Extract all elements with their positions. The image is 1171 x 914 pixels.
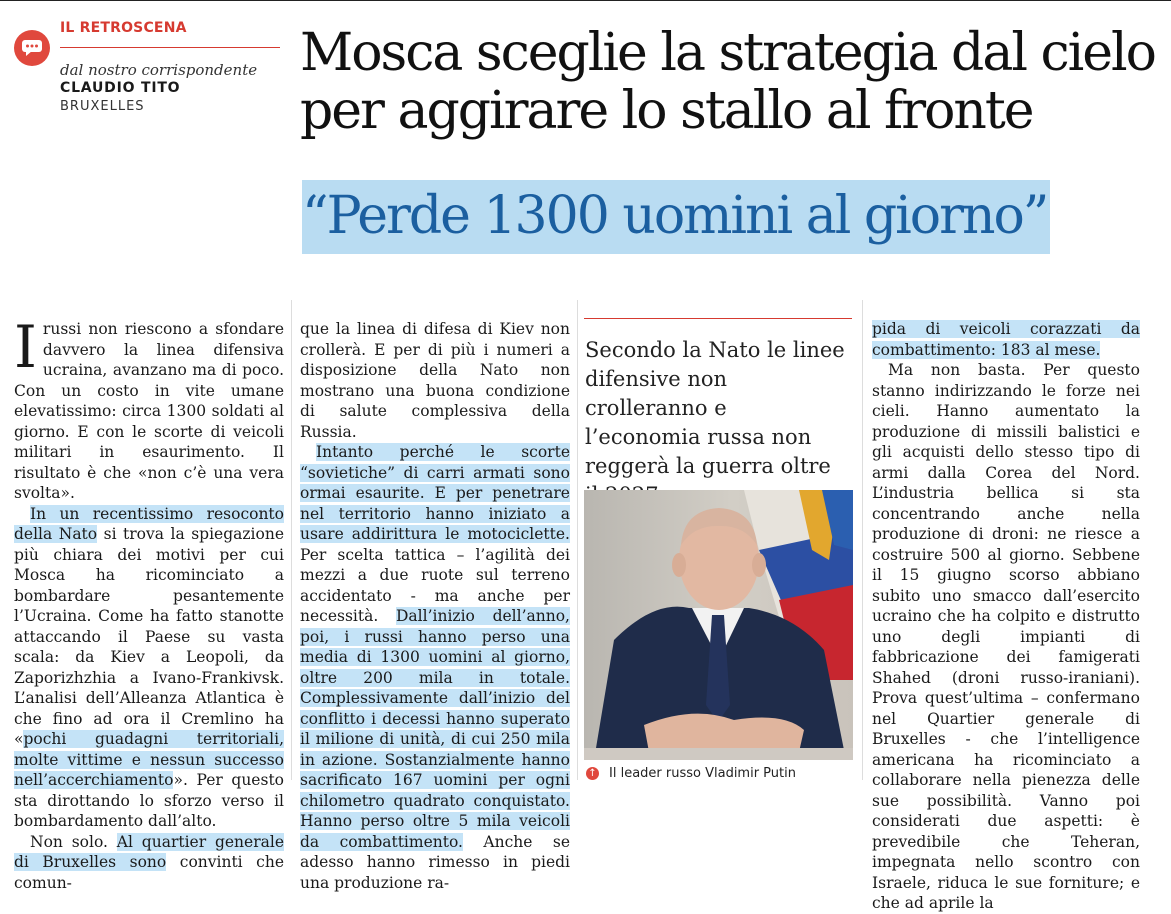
headline-quote: “Perde 1300 uomini al giorno” <box>302 186 1048 246</box>
highlighted-text: Dall’inizio dell’anno, poi, i russi hanno perso una media di 1300 uomini al giorno, oltre 200 mila in totale. Complessivamente dall’inizio del conflitto i decessi hanno superato il milione di unità, di cui 250 mila in azione. Sostanzialmente hanno sacrificato 167 uomini per ogni chilometro quadrato conquistato. Hanno perso oltre 5 mila veicoli da combattimento. <box>300 607 570 851</box>
highlighted-text: pochi guadagni territoriali, molte vittime e nessun successo nell’accerchiamento <box>14 730 284 789</box>
paragraph-text: Non solo. <box>30 832 117 851</box>
highlighted-text: In un recentissimo resoconto della Nato <box>14 504 284 543</box>
pullquote-rule <box>584 318 852 319</box>
column-divider <box>577 300 578 780</box>
rubric-divider <box>60 47 280 48</box>
byline-city: BRUXELLES <box>60 99 145 114</box>
paragraph <box>300 442 570 893</box>
top-rule <box>0 0 1171 1</box>
caption-text: Il leader russo Vladimir Putin <box>609 766 796 781</box>
paragraph <box>14 504 284 832</box>
paragraph-text: convinti che comun- <box>14 853 284 892</box>
paragraph <box>14 313 284 504</box>
byline-intro: dal nostro corrispondente <box>60 61 258 79</box>
drop-cap: I <box>14 313 37 381</box>
paragraph-text: Per scelta tattica – l’agilità dei mezzi a due ruote sul terreno accidentato - ma anche per necessità. <box>300 545 570 625</box>
headline-line-1: Mosca sceglie la strategia dal cielo <box>300 23 1155 83</box>
photo-putin <box>584 490 853 760</box>
arrow-up-icon: ↑ <box>586 767 599 780</box>
headline-line-2: per aggirare lo stallo al fronte <box>300 81 1033 141</box>
article-column-4 <box>872 319 1140 914</box>
paragraph-text: Ma non basta. Per questo stanno indirizzando le forze nei cieli. Hanno aumentato la produzione di missili balistici e gli acquisti dello stesso tipo di armi dalla Corea del Nord. L’industria bellica si sta concentrando anche nella produzione di droni: ne riesce a costruire 500 al giorno. Sebbene il 15 giugno scorso abbiano subito uno smacco dall’esercito ucraino che ha colpito e distrutto uno degli impianti di fabbricazione dei famigerati Shahed (droni russo-iraniani). Prova quest’ultima – confermano nel Quartier generale di Bruxelles - che l’intelligence americana ha ricominciato a collaborare nella pienezza delle sue possibilità. Vanno poi considerati due aspetti: è prevedibile che Teheran, impegnata nello scontro con Israele, riduca le sue forniture; e che ad aprile la <box>872 361 1140 912</box>
paragraph-text: ». Per questo sta dirottando lo sforzo verso il bombardamento dall’alto. <box>14 771 284 830</box>
paragraph-text: russi non riescono a sfondare davvero la linea difensiva ucraina, avanzano ma di poco. Con un costo in vite umane elevatissimo: circa 1300 soldati al giorno. E con le scorte di veicoli militari in esaurimento. Il risultato è che «non c’è una vera svolta». <box>14 320 284 502</box>
paragraph-text: si trova la spiegazione più chiara dei motivi per cui Mosca ha ricominciato a bombardare pesantemente l’Ucraina. Come ha fatto stanotte attaccando il Paese su vasta scala: da Kiev a Leopoli, da Zaporizhzhia a Ivano-Frankivsk. L’analisi dell’Alleanza Atlantica è che fino ad ora il Cremlino ha « <box>14 525 284 748</box>
paragraph-text: Anche se adesso hanno rimesso in piedi una produzione ra- <box>300 832 570 892</box>
column-divider <box>862 300 863 780</box>
paragraph <box>14 832 284 894</box>
photo-caption <box>586 766 796 781</box>
article-column-2 <box>300 319 570 893</box>
paragraph <box>872 319 1140 360</box>
byline-author: CLAUDIO TITO <box>60 80 181 96</box>
headline <box>300 24 1160 140</box>
speech-bubble-icon <box>14 30 50 66</box>
rubric-label: IL RETROSCENA <box>60 20 187 36</box>
highlighted-text: pida di veicoli corazzati da combattimento: 183 al mese. <box>872 320 1140 359</box>
pullquote: Secondo la Nato le linee difensive non crolleranno e l’economia russa non reggerà la guerra oltre <box>585 338 845 478</box>
highlighted-text: Al quartier generale di Bruxelles sono <box>14 832 284 871</box>
highlighted-text: Intanto perché le scorte “sovietiche” di carri armati sono ormai esaurite. E per penetrare nel territorio hanno iniziato a usare addirittura le motociclette. <box>300 443 570 543</box>
portrait-illustration <box>584 490 853 760</box>
paragraph <box>300 319 570 442</box>
paragraph <box>872 360 1140 914</box>
paragraph-text: que la linea di difesa di Kiev non crollerà. E per di più i numeri a disposizione della Nato non mostrano una buona condizione di salute complessiva della Russia. <box>300 320 570 441</box>
column-divider <box>291 300 292 780</box>
article-column-1 <box>14 313 284 893</box>
